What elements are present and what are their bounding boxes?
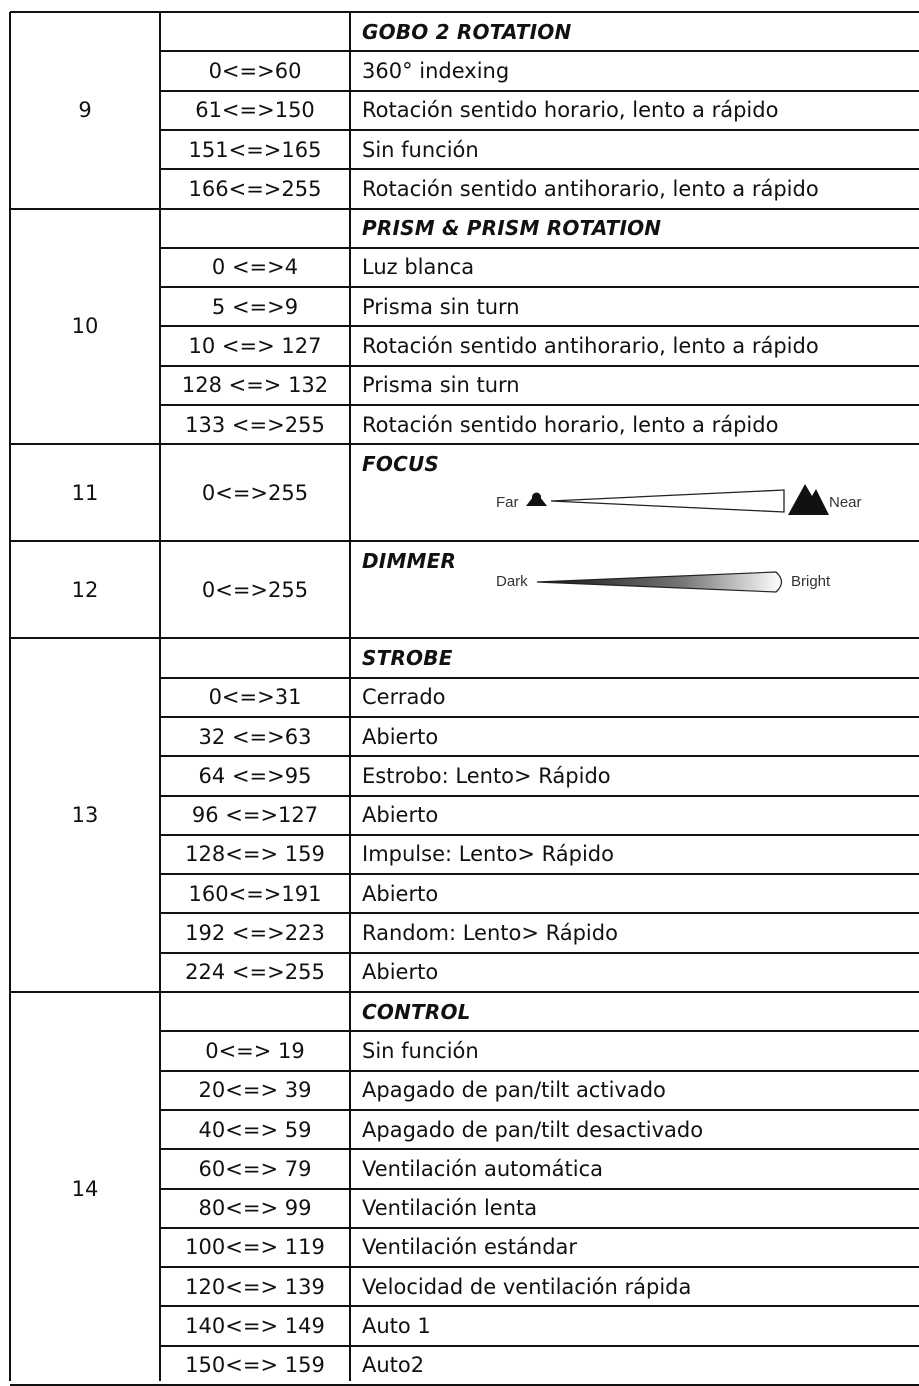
function-description: Random: Lento> Rápido bbox=[362, 921, 618, 946]
dmx-value-range: 5 <=>9 bbox=[211, 294, 299, 319]
dmx-value-range: 224 <=>255 bbox=[185, 960, 325, 985]
column-divider-value bbox=[159, 12, 161, 1381]
function-description: Auto2 bbox=[362, 1353, 425, 1378]
dmx-value-range: 0<=> 19 bbox=[205, 1038, 305, 1063]
dmx-value-range: 150<=> 159 bbox=[185, 1353, 325, 1378]
function-description: Sin función bbox=[362, 137, 479, 162]
function-description: Luz blanca bbox=[362, 255, 475, 280]
dmx-value-range: 61<=>150 bbox=[195, 98, 315, 123]
dmx-value-range: 192 <=>223 bbox=[185, 921, 325, 946]
function-description: Abierto bbox=[362, 881, 439, 906]
dmx-value-range: 128<=> 159 bbox=[185, 842, 325, 867]
function-description: Estrobo: Lento> Rápido bbox=[362, 763, 611, 788]
dimmer-dark-label: Dark bbox=[496, 573, 528, 591]
dmx-value-range: 80<=> 99 bbox=[198, 1196, 312, 1221]
dmx-value-range: 0<=>60 bbox=[208, 58, 302, 83]
function-description: Ventilación lenta bbox=[362, 1196, 538, 1221]
function-description: 360° indexing bbox=[362, 58, 510, 83]
function-heading: STROBE bbox=[362, 645, 453, 670]
dmx-value-range: 100<=> 119 bbox=[185, 1235, 325, 1260]
channel-number: 10 bbox=[71, 314, 99, 339]
focus-far-label: Far bbox=[496, 494, 519, 512]
dmx-value-range: 133 <=>255 bbox=[185, 412, 325, 437]
dmx-value-range: 128 <=> 132 bbox=[181, 373, 329, 398]
function-description: Apagado de pan/tilt activado bbox=[362, 1078, 666, 1103]
dmx-value-range: 140<=> 149 bbox=[185, 1314, 325, 1339]
dmx-value-range: 20<=> 39 bbox=[198, 1078, 312, 1103]
function-description: Prisma sin turn bbox=[362, 373, 520, 398]
dmx-value-range: 96 <=>127 bbox=[191, 803, 319, 828]
dmx-value-range: 160<=>191 bbox=[188, 881, 322, 906]
function-description: Impulse: Lento> Rápido bbox=[362, 842, 614, 867]
dmx-value-range: 166<=>255 bbox=[188, 176, 322, 201]
function-heading: GOBO 2 ROTATION bbox=[362, 19, 572, 44]
function-description: Auto 1 bbox=[362, 1314, 431, 1339]
dmx-value-range: 32 <=>63 bbox=[198, 724, 312, 749]
dmx-value-range: 0<=>255 bbox=[201, 480, 309, 505]
function-heading: DIMMER bbox=[362, 549, 457, 574]
channel-number: 9 bbox=[78, 98, 92, 123]
function-heading: PRISM & PRISM ROTATION bbox=[362, 216, 662, 241]
column-divider-function bbox=[349, 12, 351, 1381]
function-description: Rotación sentido horario, lento a rápido bbox=[362, 98, 779, 123]
function-description: Apagado de pan/tilt desactivado bbox=[362, 1117, 704, 1142]
dmx-value-range: 64 <=>95 bbox=[198, 763, 312, 788]
channel-number: 11 bbox=[71, 480, 99, 505]
small-mountain-icon bbox=[526, 493, 547, 507]
function-heading: FOCUS bbox=[362, 452, 439, 477]
dimmer-bright-label: Bright bbox=[791, 573, 831, 591]
function-description: Abierto bbox=[362, 803, 439, 828]
function-description: Velocidad de ventilación rápida bbox=[362, 1274, 692, 1299]
dmx-value-range: 10 <=> 127 bbox=[188, 334, 322, 359]
dmx-value-range: 60<=> 79 bbox=[198, 1156, 312, 1181]
function-description: Ventilación estándar bbox=[362, 1235, 578, 1260]
dmx-value-range: 120<=> 139 bbox=[185, 1274, 325, 1299]
function-heading: CONTROL bbox=[362, 999, 471, 1024]
channel-number: 13 bbox=[71, 803, 99, 828]
dmx-value-range: 0<=>255 bbox=[201, 577, 309, 602]
channel-number: 14 bbox=[71, 1176, 99, 1201]
function-description: Rotación sentido antihorario, lento a rápido bbox=[362, 176, 819, 201]
channel-number: 12 bbox=[71, 577, 99, 602]
function-description: Rotación sentido antihorario, lento a rápido bbox=[362, 334, 819, 359]
dmx-value-range: 0 <=>4 bbox=[211, 255, 299, 280]
function-description: Rotación sentido horario, lento a rápido bbox=[362, 412, 779, 437]
function-description: Abierto bbox=[362, 960, 439, 985]
function-description: Abierto bbox=[362, 724, 439, 749]
dmx-value-range: 40<=> 59 bbox=[198, 1117, 312, 1142]
function-description: Prisma sin turn bbox=[362, 294, 520, 319]
table-left-border bbox=[9, 12, 11, 1381]
function-description: Ventilación automática bbox=[362, 1156, 604, 1181]
dmx-value-range: 151<=>165 bbox=[188, 137, 322, 162]
function-description: Sin función bbox=[362, 1038, 479, 1063]
focus-near-label: Near bbox=[829, 494, 862, 512]
function-description: Cerrado bbox=[362, 685, 446, 710]
dmx-value-range: 0<=>31 bbox=[208, 685, 302, 710]
large-mountain-icon bbox=[788, 484, 829, 515]
